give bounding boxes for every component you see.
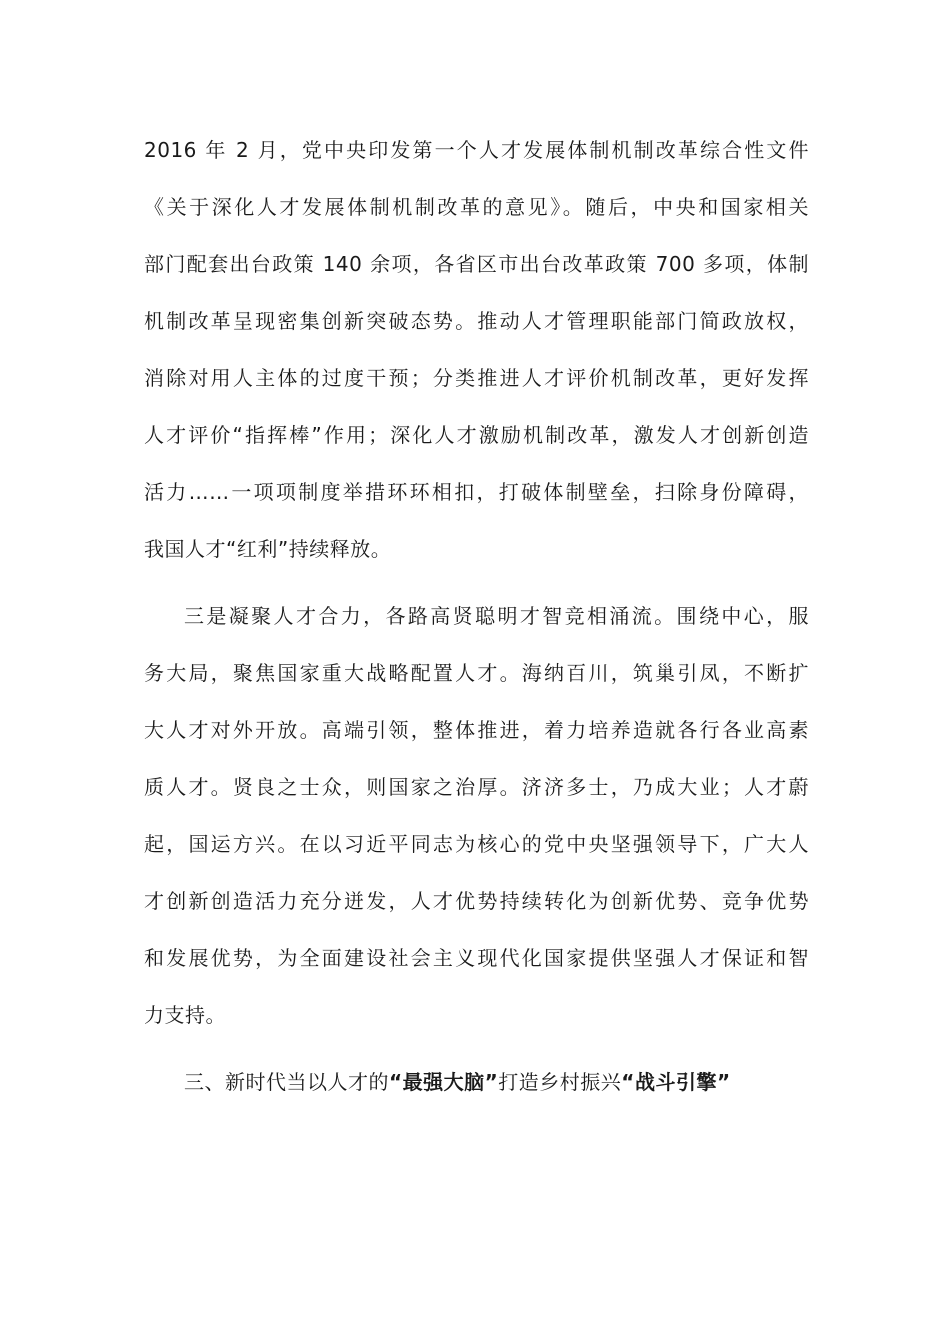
paragraph-line: 大人才对外开放。高端引领，整体推进，着力培养造就各行各业高素 [144, 718, 809, 742]
paragraph-line: 部门配套出台政策 140 余项，各省区市出台改革政策 700 多项，体制 [144, 252, 809, 276]
paragraph-line: 《关于深化人才发展体制机制改革的意见》。随后，中央和国家相关 [144, 195, 809, 219]
paragraph-line: 力支持。 [144, 1003, 226, 1027]
paragraph-line: 起，国运方兴。在以习近平同志为核心的党中央坚强领导下，广大人 [144, 832, 809, 856]
paragraph-line: 和发展优势，为全面建设社会主义现代化国家提供坚强人才保证和智 [144, 946, 809, 970]
paragraph-line: 务大局，聚焦国家重大战略配置人才。海纳百川，筑巢引凤，不断扩 [144, 661, 809, 685]
paragraph-line: 质人才。贤良之士众，则国家之治厚。济济多士，乃成大业；人才蔚 [144, 775, 809, 799]
heading-quote-strongest-brain: “最强大脑” [389, 1070, 499, 1094]
heading-prefix: 三、新时代当以人才的 [184, 1070, 389, 1094]
section-heading [184, 1068, 731, 1096]
paragraph-line: 我国人才“红利”持续释放。 [144, 537, 392, 561]
paragraph-line: 机制改革呈现密集创新突破态势。推动人才管理职能部门简政放权， [144, 309, 809, 333]
paragraph-line: 消除对用人主体的过度干预；分类推进人才评价机制改革，更好发挥 [144, 366, 809, 390]
paragraph-line: 人才评价“指挥棒”作用；深化人才激励机制改革，激发人才创新创造 [144, 423, 809, 447]
heading-middle: 打造乡村振兴 [498, 1070, 622, 1094]
heading-quote-battle-engine: “战斗引擎” [621, 1070, 731, 1094]
paragraph-line: 2016 年 2 月，党中央印发第一个人才发展体制机制改革综合性文件 [144, 138, 809, 162]
paragraph-line: 才创新创造活力充分迸发，人才优势持续转化为创新优势、竞争优势 [144, 889, 809, 913]
paragraph-line: 三是凝聚人才合力，各路高贤聪明才智竞相涌流。围绕中心，服 [184, 604, 809, 628]
paragraph-line: 活力……一项项制度举措环环相扣，打破体制壁垒，扫除身份障碍， [144, 480, 809, 504]
